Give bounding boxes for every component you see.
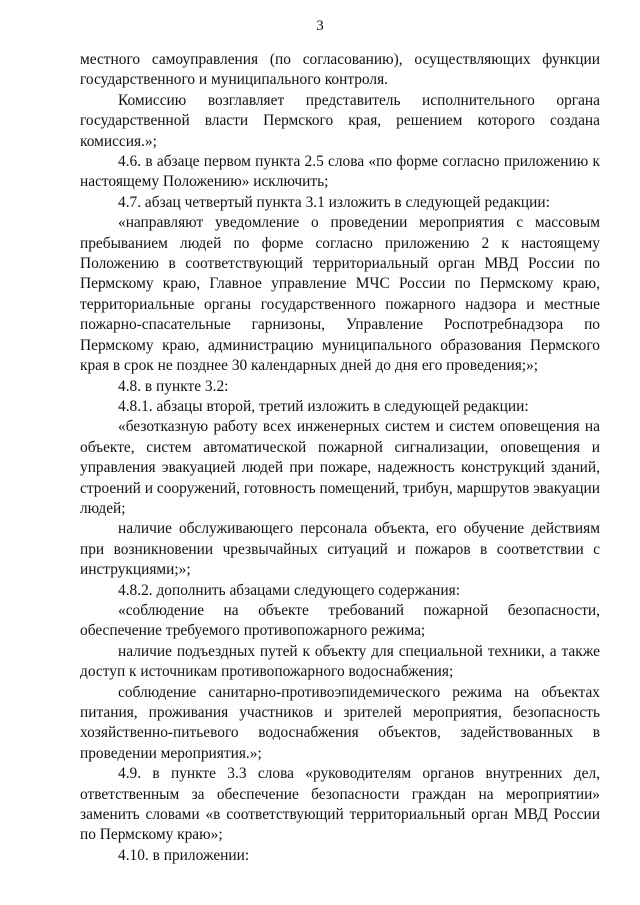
paragraph-sanitary-regime: соблюдение санитарно-противоэпидемического режима на объектах питания, проживания участников и зрителей мероприятия, безопасность хозяйственно-питьевого водоснабжения объектов, задействованных в проведении мероприятия.»; xyxy=(80,683,600,762)
paragraph-staff-training: наличие обслуживающего персонала объекта, его обучение действиям при возникновении чрезвычайных ситуаций и пожаров в соответствии с инструкциями;»; xyxy=(80,520,600,579)
paragraph-item-4-8-1: 4.8.1. абзацы второй, третий изложить в следующей редакции: xyxy=(118,397,529,415)
paragraph-item-4-6: 4.6. в абзаце первом пункта 2.5 слова «по форме согласно приложению к настоящему Положению» исключить; xyxy=(80,153,600,191)
page-number: 3 xyxy=(316,18,324,34)
paragraph-systems-operation: «безотказную работу всех инженерных систем и систем оповещения на объекте, систем автоматической пожарной сигнализации, оповещения и управления эвакуацией людей при пожаре, надежность конструкций зданий, строений и сооружений, готовность помещений, трибун, маршрутов эвакуации людей; xyxy=(80,418,600,517)
paragraph-item-4-9: 4.9. в пункте 3.3 слова «руководителям органов внутренних дел, ответственным за обеспечение безопасности граждан на мероприятии» заменить словами «в соответствующий территориальный орган МВД России по Пермскому краю»; xyxy=(80,765,600,844)
paragraph-notification-text: «направляют уведомление о проведении мероприятия с массовым пребыванием людей по форме согласно приложению 2 к настоящему Положению в соответствующий территориальный орган МВД России по Пермскому краю, Главное управление МЧС России по Пермскому краю, территориальные органы государственного пожарного надзора и местные пожарно-спасательные гарнизоны, Управление Роспотребнадзора по Пермскому краю, администрацию муниципального образования Пермского края в срок не позднее 30 календарных дней до дня его проведения;»; xyxy=(80,214,600,375)
paragraph-item-4-7: 4.7. абзац четвертый пункта 3.1 изложить в следующей редакции: xyxy=(118,193,550,211)
paragraph-item-4-8-2: 4.8.2. дополнить абзацами следующего содержания: xyxy=(118,581,460,599)
paragraph-access-roads: наличие подъездных путей к объекту для специальной техники, а также доступ к источникам противопожарного водоснабжения; xyxy=(80,642,600,681)
paragraph-commission-head: Комиссию возглавляет представитель исполнительного органа государственной власти Пермского края, решением которого создана комиссия.»; xyxy=(80,91,600,150)
paragraph-fire-safety: «соблюдение на объекте требований пожарной безопасности, обеспечение требуемого противопожарного режима; xyxy=(80,601,600,640)
paragraph-item-4-8: 4.8. в пункте 3.2: xyxy=(118,377,229,395)
paragraph-item-4-10: 4.10. в приложении: xyxy=(118,846,250,864)
paragraph-continuation: местного самоуправления (по согласованию), осуществляющих функции государственного и муниципального контроля. xyxy=(80,51,600,89)
document-body xyxy=(80,50,600,866)
